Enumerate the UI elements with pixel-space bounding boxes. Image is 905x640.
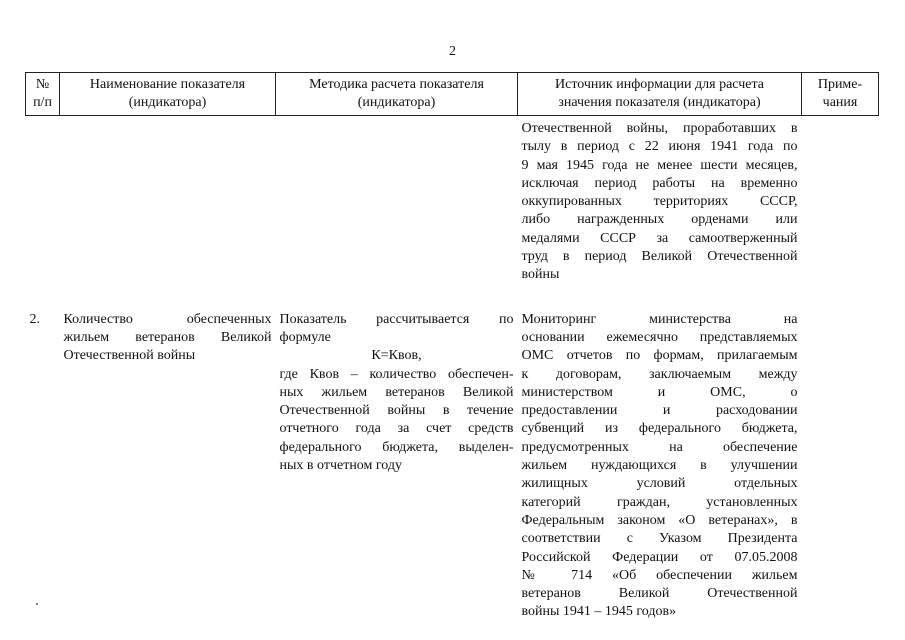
continued-method-cell (276, 116, 518, 285)
source-line: войны 1941 – 1945 годов» (521, 604, 677, 620)
source-line: Российской Федерации от 07.05.2008 (521, 549, 798, 565)
source-line: Мониторинг министерства на (521, 311, 798, 327)
source-line: труд в период Великой Отечественной (521, 249, 798, 265)
method-line: формуле (279, 329, 331, 345)
formula: К=Квов, (371, 348, 422, 364)
source-line: оккупированных территориях СССР, (521, 194, 798, 210)
source-line: предоставлении и расходовании (521, 403, 798, 419)
source-line: войны (521, 267, 560, 283)
source-line: жилищных условий отдельных (521, 476, 798, 492)
source-line: 9 мая 1945 года не менее шести месяцев, (521, 157, 798, 173)
method-line: ных в отчетном году (279, 458, 403, 474)
source-line: ветеранов Великой Отечественной (521, 586, 798, 602)
header-indicator-name: Наименование показателя (индикатора) (60, 73, 276, 116)
header-calculation-method: Методика расчета показателя (индикатора) (276, 73, 518, 116)
header-number: № п/п (26, 73, 60, 116)
continued-number-cell (26, 116, 60, 285)
source-line: медалями СССР за самоотверженный (521, 230, 798, 246)
method-line: отчетного года за счет средств (279, 421, 514, 437)
method-line: где Квов – количество обеспечен- (279, 366, 514, 382)
source-line: тылу в период с 22 июня 1941 года по (521, 139, 798, 155)
continued-name-cell (60, 116, 276, 285)
name-line: Количество обеспеченных (63, 311, 272, 327)
page-number: 2 (449, 44, 456, 59)
row-2-number: 2. (29, 311, 40, 327)
table-header-row (26, 73, 879, 116)
table-row-continued (26, 116, 879, 285)
row-2-calculation-method (276, 311, 518, 622)
name-line: Отечественной войны (63, 348, 196, 364)
method-line: Отечественной войны в течение (279, 403, 514, 419)
row-spacer (26, 285, 879, 311)
indicator-table (25, 72, 879, 622)
source-line: ОМС отчетов по формам, прилагаемым (521, 348, 798, 364)
method-line: Показатель рассчитывается по (279, 311, 514, 327)
source-line: соответствии с Указом Президента (521, 531, 798, 547)
name-line: жильем ветеранов Великой (63, 329, 272, 345)
source-line: к договорам, заключаемым между (521, 366, 798, 382)
source-line: исключая период работы на временно (521, 175, 798, 191)
continued-notes-cell (802, 116, 879, 285)
header-information-source: Источник информации для расчета значения показателя (индикатора) (518, 73, 802, 116)
source-line: Отечественной войны, проработавших в (521, 121, 798, 136)
source-line: категорий граждан, установленных (521, 494, 798, 510)
source-line: Федеральным законом «О ветеранах», в (521, 512, 798, 528)
row-2-notes (802, 311, 879, 622)
source-line: либо награжденных орденами или (521, 212, 798, 228)
source-line: министерством и ОМС, о (521, 384, 798, 400)
row-2-information-source (518, 311, 802, 622)
source-line: жильем нуждающихся в улучшении (521, 458, 798, 474)
table-row-2 (26, 311, 879, 622)
source-line: № 714 «Об обеспечении жильем (521, 567, 798, 583)
method-line: ных жильем ветеранов Великой (279, 384, 514, 400)
source-line: субвенций из федерального бюджета, (521, 421, 798, 437)
continued-source-cell (518, 116, 802, 285)
source-line: предусмотренных на обеспечение (521, 439, 798, 455)
method-line: федерального бюджета, выделен- (279, 439, 514, 455)
source-line: основании ежемесячно представляемых (521, 329, 798, 345)
header-notes: Приме- чания (802, 73, 879, 116)
row-2-indicator-name (60, 311, 276, 622)
scan-speck (36, 603, 38, 605)
